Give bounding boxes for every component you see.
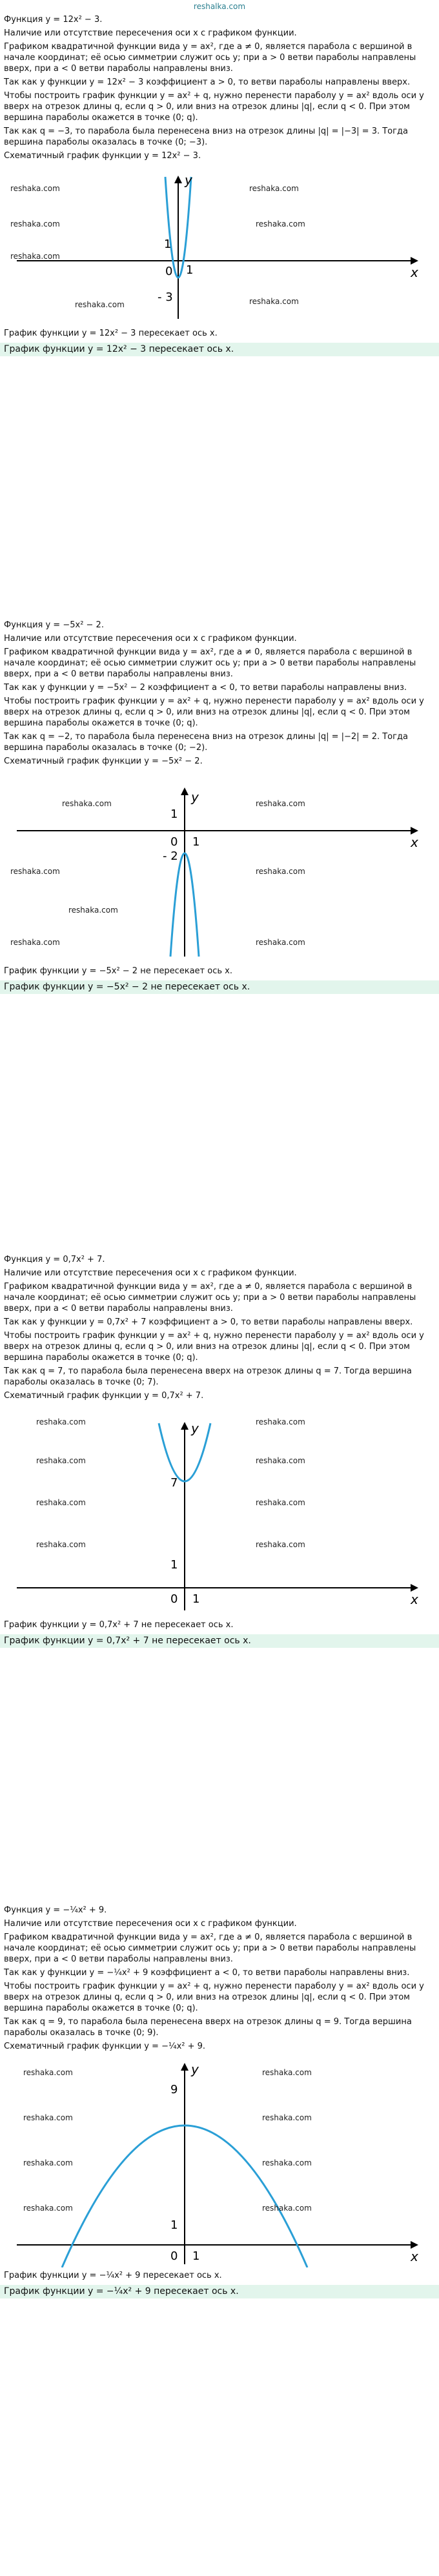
sketch-caption: Схематичный график функции y = 12x² − 3.: [4, 151, 201, 161]
theory-shift: Чтобы построить график функции y = ax² + q, нужно перенести параболу y = ax² вдоль оси y вверх на отрезок длины q, если q > 0, или вниз на отрезок длины |q|, если q < 0. При этом вершина параболы окажется в точке (0; q).: [4, 91, 424, 123]
watermark: reshaka.com: [36, 1456, 86, 1465]
move-text: Так как q = 9, то парабола была перенесена вверх на отрезок длины q = 9. Тогда вершина параболы оказалась в точке (0; 9).: [4, 2017, 412, 2038]
watermark: reshaka.com: [10, 252, 60, 261]
coef-text: Так как у функции y = −5x² − 2 коэффициент a < 0, то ветви параболы направлены вниз.: [4, 683, 407, 693]
section-title: Функция y = −¼x² + 9.: [4, 1905, 107, 1915]
x-axis-arrow: [411, 257, 418, 265]
y-axis-arrow: [174, 176, 182, 183]
answer-box: График функции y = −5x² − 2 не пересекает ось x.: [0, 980, 439, 994]
watermark: reshaka.com: [23, 2068, 73, 2077]
sketch-caption: Схематичный график функции y = 0,7x² + 7.: [4, 1391, 204, 1401]
move-text: Так как q = 7, то парабола была перенесена вверх на отрезок длины q = 7. Тогда вершина параболы оказалась в точке (0; 7).: [4, 1366, 412, 1387]
y-tick-one: 1: [170, 807, 178, 821]
watermark: reshaka.com: [262, 2068, 312, 2077]
sketch-caption: Схематичный график функции y = −¼x² + 9.: [4, 2042, 206, 2051]
watermark: reshaka.com: [256, 1456, 305, 1465]
origin-label: 0: [170, 1592, 178, 1606]
site-header: reshalka.com: [193, 2, 246, 11]
move-text: Так как q = −2, то парабола была перенесена вниз на отрезок длины |q| = |−2| = 2. Тогда вершина параболы оказалась в точке (0; −2).: [4, 732, 408, 753]
vertex-label: 7: [170, 1476, 178, 1490]
x-axis-arrow: [411, 2241, 418, 2249]
theory-parabola: Графиком квадратичной функции вида y = ax², где a ≠ 0, является парабола с вершиной в начале координат; её осью симметрии служит ось y; при a > 0 ветви параболы направлены вверх, при a < 0 ветви параболы направлены вниз.: [4, 1932, 416, 1964]
move-text: Так как q = −3, то парабола была перенесена вниз на отрезок длины |q| = |−3| = 3. Тогда вершина параболы оказалась в точке (0; −3).: [4, 127, 408, 147]
theory-parabola: Графиком квадратичной функции вида y = ax², где a ≠ 0, является парабола с вершиной в начале координат; её осью симметрии служит ось y; при a > 0 ветви параболы направлены вверх, при a < 0 ветви параболы направлены вниз.: [4, 647, 416, 679]
graph-4: [4, 2054, 430, 2267]
theory-shift: Чтобы построить график функции y = ax² + q, нужно перенести параболу y = ax² вдоль оси y вверх на отрезок длины q, если q > 0, или вниз на отрезок длины |q|, если q < 0. При этом вершина параболы окажется в точке (0; q).: [4, 1331, 424, 1363]
watermark: reshaka.com: [249, 297, 299, 306]
result-text: График функции y = −¼x² + 9 пересекает ось x.: [4, 2271, 222, 2280]
y-tick-one: 1: [170, 1558, 178, 1572]
y-tick-one: 1: [170, 2218, 178, 2232]
answer-box: График функции y = −¼x² + 9 пересекает ось x.: [0, 2285, 439, 2298]
watermark: reshaka.com: [256, 219, 305, 228]
watermark: reshaka.com: [256, 1498, 305, 1507]
vertex-label: - 3: [158, 290, 173, 304]
answer-box: График функции y = 12x² − 3 пересекает ось x.: [0, 343, 439, 356]
y-axis-arrow: [181, 1422, 189, 1430]
answer-box: График функции y = 0,7x² + 7 не пересекает ось x.: [0, 1634, 439, 1648]
graph-3-svg: [4, 1404, 430, 1617]
watermark: reshaka.com: [62, 799, 112, 808]
section-1: [0, 13, 439, 618]
watermark: reshaka.com: [36, 1540, 86, 1549]
theory-intro: Наличие или отсутствие пересечения оси x с графиком функции.: [4, 634, 297, 644]
watermark: reshaka.com: [256, 867, 305, 876]
x-tick-one: 1: [186, 263, 194, 277]
y-axis-label: y: [191, 1421, 199, 1436]
watermark: reshaka.com: [10, 219, 60, 228]
watermark: reshaka.com: [23, 2158, 73, 2167]
x-axis-label: x: [411, 1592, 418, 1607]
section-4: [0, 1903, 439, 2554]
x-axis-arrow: [411, 827, 418, 835]
sketch-caption: Схематичный график функции y = −5x² − 2.: [4, 756, 203, 766]
theory-intro: Наличие или отсутствие пересечения оси x с графиком функции.: [4, 28, 297, 38]
watermark: reshaka.com: [256, 938, 305, 947]
graph-1-svg: [4, 164, 430, 325]
theory-shift: Чтобы построить график функции y = ax² + q, нужно перенести параболу y = ax² вдоль оси y вверх на отрезок длины q, если q > 0, или вниз на отрезок длины |q|, если q < 0. При этом вершина параболы окажется в точке (0; q).: [4, 696, 424, 728]
result-text: График функции y = 0,7x² + 7 не пересекает ось x.: [4, 1620, 234, 1630]
section-2: [0, 618, 439, 1253]
watermark: reshaka.com: [262, 2113, 312, 2122]
coef-text: Так как у функции y = 12x² − 3 коэффициент a > 0, то ветви параболы направлены вверх.: [4, 77, 411, 87]
y-axis-arrow: [181, 787, 189, 795]
x-axis-label: x: [411, 835, 418, 850]
watermark: reshaka.com: [36, 1417, 86, 1426]
graph-2: [4, 769, 430, 963]
x-axis-label: x: [411, 265, 418, 280]
watermark: reshaka.com: [75, 300, 125, 309]
y-axis-label: y: [185, 172, 192, 188]
watermark: reshaka.com: [68, 906, 118, 915]
coef-text: Так как у функции y = −¼x² + 9 коэффициент a < 0, то ветви параболы направлены вниз.: [4, 1968, 410, 1978]
origin-label: 0: [165, 265, 173, 278]
section-3: [0, 1253, 439, 1903]
x-tick-one: 1: [192, 1592, 200, 1606]
watermark: reshaka.com: [23, 2204, 73, 2213]
section-title: Функция y = −5x² − 2.: [4, 620, 104, 630]
graph-3: [4, 1404, 430, 1617]
watermark: reshaka.com: [10, 184, 60, 193]
watermark: reshaka.com: [36, 1498, 86, 1507]
watermark: reshaka.com: [10, 867, 60, 876]
x-tick-one: 1: [192, 2249, 200, 2263]
y-axis-arrow: [181, 2063, 189, 2071]
x-axis-label: x: [411, 2249, 418, 2264]
theory-intro: Наличие или отсутствие пересечения оси x с графиком функции.: [4, 1268, 297, 1278]
watermark: reshaka.com: [249, 184, 299, 193]
watermark: reshaka.com: [262, 2204, 312, 2213]
watermark: reshaka.com: [256, 1417, 305, 1426]
origin-label: 0: [170, 835, 178, 849]
y-axis-label: y: [191, 2062, 199, 2077]
section-title: Функция y = 12x² − 3.: [4, 15, 103, 25]
section-title: Функция y = 0,7x² + 7.: [4, 1255, 105, 1264]
vertex-label: - 2: [163, 849, 178, 863]
watermark: reshaka.com: [10, 938, 60, 947]
watermark: reshaka.com: [256, 799, 305, 808]
x-tick-one: 1: [192, 835, 200, 849]
coef-text: Так как у функции y = 0,7x² + 7 коэффициент a > 0, то ветви параболы направлены вверх.: [4, 1317, 413, 1327]
graph-1: [4, 164, 430, 325]
theory-shift: Чтобы построить график функции y = ax² + q, нужно перенести параболу y = ax² вдоль оси y вверх на отрезок длины q, если q > 0, или вниз на отрезок длины |q|, если q < 0. При этом вершина параболы окажется в точке (0; q).: [4, 1982, 424, 2013]
result-text: График функции y = −5x² − 2 не пересекает ось x.: [4, 966, 232, 976]
watermark: reshaka.com: [256, 1540, 305, 1549]
result-text: График функции y = 12x² − 3 пересекает ось x.: [4, 329, 218, 338]
x-axis-arrow: [411, 1584, 418, 1592]
theory-parabola: Графиком квадратичной функции вида y = ax², где a ≠ 0, является парабола с вершиной в начале координат; её осью симметрии служит ось y; при a > 0 ветви параболы направлены вверх, при a < 0 ветви параболы направлены вниз.: [4, 42, 416, 74]
theory-intro: Наличие или отсутствие пересечения оси x с графиком функции.: [4, 1919, 297, 1929]
watermark: reshaka.com: [262, 2158, 312, 2167]
vertex-label: 9: [170, 2083, 178, 2096]
y-tick-one: 1: [164, 238, 172, 251]
origin-label: 0: [170, 2249, 178, 2263]
theory-parabola: Графиком квадратичной функции вида y = ax², где a ≠ 0, является парабола с вершиной в начале координат; её осью симметрии служит ось y; при a > 0 ветви параболы направлены вверх, при a < 0 ветви параболы направлены вниз.: [4, 1282, 416, 1313]
watermark: reshaka.com: [23, 2113, 73, 2122]
y-axis-label: y: [191, 789, 199, 805]
